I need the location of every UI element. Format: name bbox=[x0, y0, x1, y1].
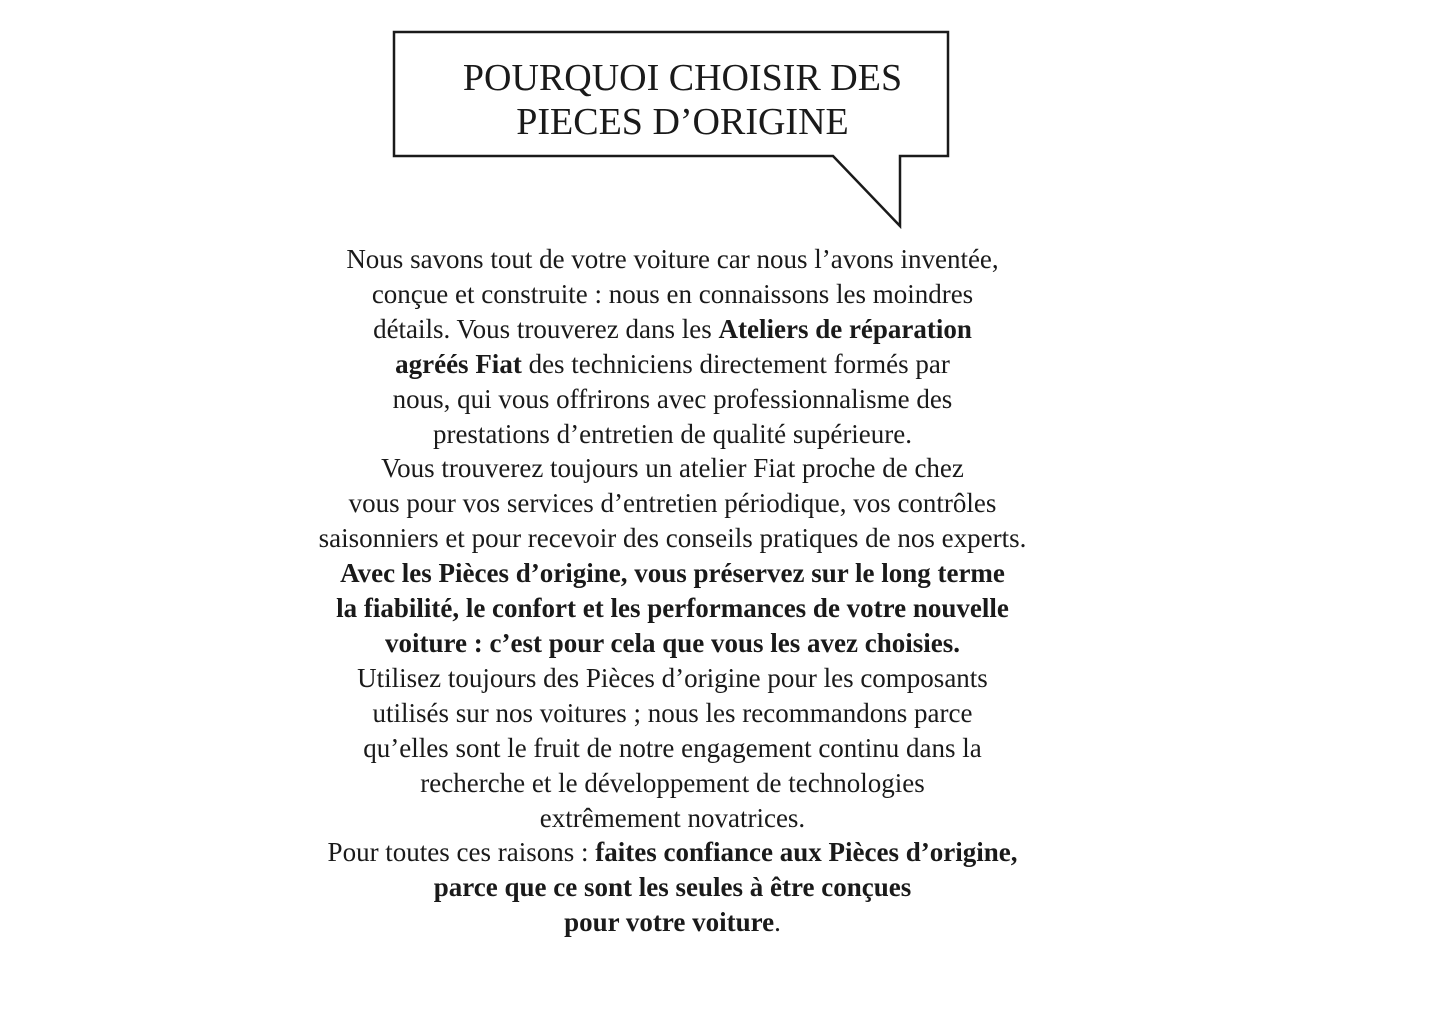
bold-text-segment: agréés Fiat bbox=[395, 348, 522, 379]
text-segment: Pour toutes ces raisons : bbox=[327, 837, 596, 868]
text-line: Nous savons tout de votre voiture car nous l’avons inventée, bbox=[346, 244, 999, 274]
text-line bbox=[230, 905, 1115, 940]
bold-text-line: parce que ce sont les seules à être conçues bbox=[433, 872, 912, 903]
text-line bbox=[230, 835, 1115, 870]
text-line: recherche et le développement de technologies bbox=[420, 767, 925, 798]
body-paragraph bbox=[230, 242, 1115, 940]
text-line: utilisés sur nos voitures ; nous les recommandons parce bbox=[372, 697, 973, 728]
title-line-1: POURQUOI CHOISIR DES bbox=[462, 57, 903, 99]
bold-text-segment: pour votre voiture bbox=[564, 907, 775, 938]
text-segment: détails. Vous trouverez dans les bbox=[373, 313, 719, 344]
text-line: saisonniers et pour recevoir des conseils pratiques de nos experts. bbox=[318, 523, 1027, 554]
bold-text-segment: faites confiance aux Pièces d’origine, bbox=[595, 837, 1018, 868]
title-line-2: PIECES D’ORIGINE bbox=[516, 101, 849, 143]
text-line: vous pour vos services d’entretien périodique, vos contrôles bbox=[348, 488, 997, 519]
text-line: Utilisez toujours des Pièces d’origine pour les composants bbox=[357, 662, 988, 693]
text-line: nous, qui vous offrirons avec professionnalisme des bbox=[392, 383, 953, 414]
text-segment: . bbox=[774, 907, 781, 938]
text-line: conçue et construite : nous en connaissons les moindres bbox=[371, 278, 974, 309]
text-line bbox=[230, 312, 1115, 347]
bold-text-line: la fiabilité, le confort et les performances de votre nouvelle bbox=[336, 593, 1009, 624]
page-title bbox=[395, 56, 970, 144]
text-line bbox=[230, 347, 1115, 382]
text-line: Vous trouverez toujours un atelier Fiat proche de chez bbox=[381, 453, 964, 484]
text-line: qu’elles sont le fruit de notre engagement continu dans la bbox=[363, 732, 982, 763]
text-segment: des techniciens directement formés par bbox=[521, 348, 950, 379]
bold-text-segment: Ateliers de réparation bbox=[718, 313, 972, 344]
text-line: prestations d’entretien de qualité supérieure. bbox=[432, 418, 913, 449]
text-line: extrêmement novatrices. bbox=[539, 802, 806, 833]
bold-text-line: Avec les Pièces d’origine, vous préservez sur le long terme bbox=[340, 558, 1005, 589]
bold-text-line: voiture : c’est pour cela que vous les avez choisies. bbox=[385, 627, 960, 658]
